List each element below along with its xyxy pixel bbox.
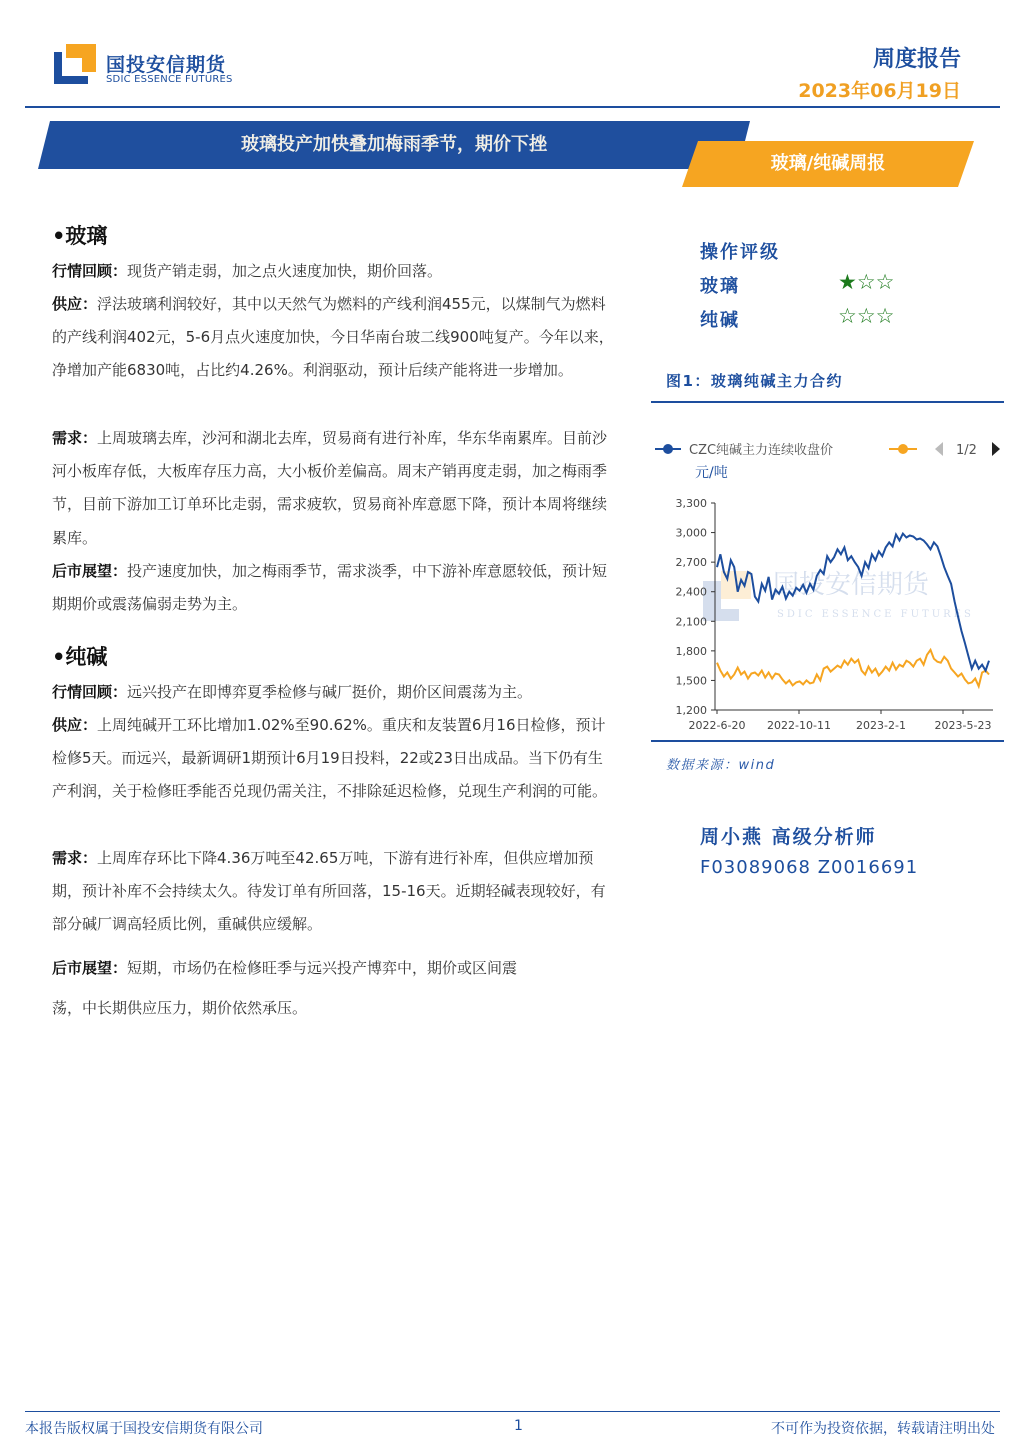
logo-chinese-name: 国投安信期货 [106,54,227,76]
y-axis-unit: 元/吨 [695,465,728,481]
report-title: 玻璃投产加快叠加梅雨季节，期价下挫 [241,134,547,155]
footer-copyright: 本报告版权属于国投安信期货有限公司 [25,1421,263,1437]
analyst-name: 周小燕 高级分析师 [700,826,877,848]
chart-watermark [703,570,974,621]
y-tick-label: 1,500 [675,674,707,688]
soda-review-label: 行情回顾： [52,683,128,701]
legend-next-icon[interactable] [992,442,1000,456]
soda-outlook-text-2: 荡，中长期供应压力，期价依然承压。 [52,999,308,1017]
series-line-soda [717,534,989,671]
footer-disclaimer: 不可作为投资依据，转载请注明出处 [771,1421,995,1437]
y-tick-label: 2,700 [675,556,707,570]
rating-glass-stars: ★☆☆ [838,270,895,294]
y-tick-label: 1,200 [675,704,707,717]
footer-divider [25,1411,1000,1412]
soda-demand-label: 需求： [52,849,98,867]
logo-english-name: SDIC ESSENCE FUTURES [106,74,233,85]
soda-supply-text: 上周纯碱开工环比增加1.02%至90.62%。重庆和友装置6月16日检修，预计检修5天。而远兴，最新调研1期预计6月19日投料，22或23日出成品。当下仍有生产利润，关于检修旺季能否兑现仍需关注，不排除延迟检修，兑现生产利润的可能。 [52,716,608,801]
rating-title: 操作评级 [700,242,780,263]
soda-outlook [52,948,614,1028]
glass-supply-label: 供应： [52,295,98,313]
company-logo-mark [54,44,96,84]
figure-bottom-rule [651,740,1004,742]
glass-outlook-label: 后市展望： [52,562,128,580]
x-axis-ticks [689,710,992,732]
y-tick-label: 3,000 [675,526,707,540]
y-tick-label: 2,100 [675,615,707,629]
watermark-text-en: SDIC ESSENCE FUTURES [777,609,974,620]
glass-review-label: 行情回顾： [52,262,128,280]
glass-supply-text: 浮法玻璃利润较好，其中以天然气为燃料的产线利润455元，以煤制气为燃料的产线利润402元，5-6月点火速度加快，今日华南台玻二线900吨复产。今年以来，净增加产能6830吨，占比约4.26%。利润驱动，预计后续产能将进一步增加。 [52,295,614,380]
x-tick-label: 2023-2-1 [856,719,906,732]
rating-soda-stars: ☆☆☆ [838,304,895,328]
analyst-license-ids: F03089068 Z0016691 [700,857,919,878]
glass-supply [52,288,614,388]
legend-marker-glass [898,444,908,454]
figure-top-rule [651,401,1004,403]
rating-soda-name: 纯碱 [700,310,740,331]
soda-heading: •纯碱 [52,645,108,669]
figure-title: 图1：玻璃纯碱主力合约 [666,372,843,390]
glass-demand-label: 需求： [52,429,98,447]
glass-review [52,255,614,288]
header-divider [25,106,1000,108]
page-number: 1 [514,1418,523,1434]
y-tick-label: 2,400 [675,585,707,599]
glass-outlook-text: 投产速度加快，加之梅雨季节，需求淡季，中下游补库意愿较低，预计短期期价或震荡偏弱走势为主。 [52,562,608,614]
legend-prev-icon[interactable] [935,442,943,456]
data-source: 数据来源：wind [666,758,776,773]
legend-label-soda: CZC纯碱主力连续收盘价 [689,443,834,458]
soda-supply-label: 供应： [52,716,98,734]
rating-glass-name: 玻璃 [700,276,740,297]
y-tick-label: 1,800 [675,644,707,658]
report-date: 2023年06月19日 [798,80,961,102]
soda-outlook-label: 后市展望： [52,959,128,977]
soda-review-text: 远兴投产在即博弈夏季检修与碱厂挺价，期价区间震荡为主。 [127,683,533,701]
glass-outlook [52,555,614,621]
price-chart [651,405,1004,737]
watermark-text: 国投安信期货 [773,570,930,600]
y-tick-label: 3,300 [675,497,707,510]
soda-demand-text: 上周库存环比下降4.36万吨至42.65万吨，下游有进行补库，但供应增加预期，预计补库不会持续太久。待发订单有所回落，15-16天。近期轻碱表现较好，有部分碱厂调高轻质比例，重碱供应缓解。 [52,849,606,934]
glass-demand-text: 上周玻璃去库，沙河和湖北去库，贸易商有进行补库，华东华南累库。目前沙河小板库存低，大板库存压力高，大小板价差偏高。周末产销再度走弱，加之梅雨季节，目前下游加工订单环比走弱，需求疲软，贸易商补库意愿下降，预计本周将继续累库。 [52,429,608,547]
glass-review-text: 现货产销走弱，加之点火速度加快，期价回落。 [127,262,443,280]
glass-demand [52,422,614,555]
soda-supply [52,709,614,809]
x-tick-label: 2023-5-23 [934,719,992,732]
report-subtitle: 玻璃/纯碱周报 [770,153,886,174]
legend-pager: 1/2 [956,443,977,458]
chart-legend [655,442,1000,481]
x-tick-label: 2022-10-11 [767,719,831,732]
series-line-glass [717,650,989,686]
report-type: 周度报告 [872,47,961,72]
glass-heading: •玻璃 [52,224,108,248]
x-tick-label: 2022-6-20 [688,719,746,732]
legend-marker-soda [663,444,673,454]
soda-demand [52,842,614,942]
soda-outlook-text-1: 短期，市场仍在检修旺季与远兴投产博弈中，期价或区间震 [127,959,518,977]
soda-review [52,676,614,709]
